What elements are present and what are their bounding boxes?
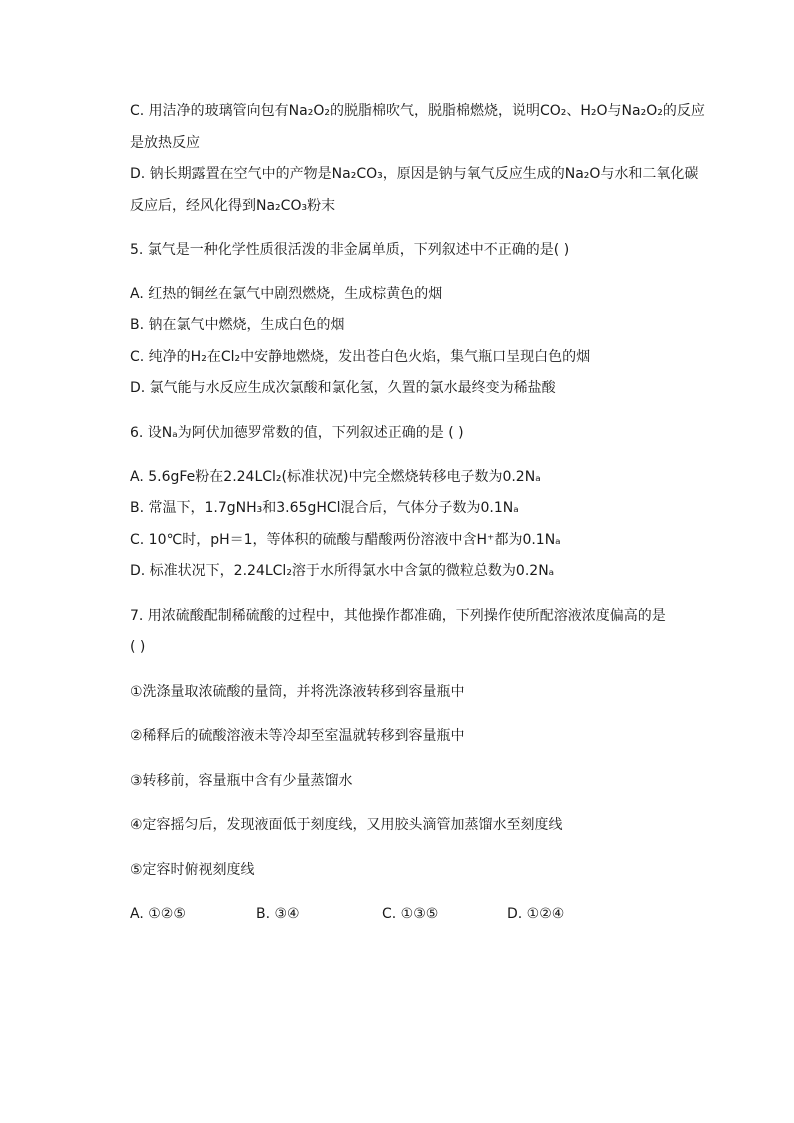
q5-option-b: B. 钠在氯气中燃烧，生成白色的烟 [130,317,345,333]
q6-stem: 6. 设Nₐ为阿伏加德罗常数的值，下列叙述正确的是 ( ) [130,425,464,441]
q4-option-d-line1: D. 钠长期露置在空气中的产物是Na₂CO₃，原因是钠与氧气反应生成的Na₂O与水和二氧化碳 [130,166,699,182]
q4-option-c-line2: 是放热反应 [130,135,200,151]
q4-option-d-line2: 反应后，经风化得到Na₂CO₃粉末 [130,198,336,214]
q7-option-a: A. ①②⑤ [130,906,186,922]
q6-option-d: D. 标准状况下，2.24LCl₂溶于水所得氯水中含氯的微粒总数为0.2Nₐ [130,563,555,579]
q7-stem: 7. 用浓硫酸配制稀硫酸的过程中，其他操作都准确，下列操作使所配溶液浓度偏高的是 [130,608,666,624]
q7-item-1: ①洗涤量取浓硫酸的量筒，并将洗涤液转移到容量瓶中 [130,684,465,700]
q6-option-c: C. 10℃时，pH＝1，等体积的硫酸与醋酸两份溶液中含H⁺都为0.1Nₐ [130,532,561,548]
q4-option-c-line1: C. 用洁净的玻璃管向包有Na₂O₂的脱脂棉吹气，脱脂棉燃烧，说明CO₂、H₂O与Na₂O₂的反应 [130,103,705,119]
q5-option-c: C. 纯净的H₂在Cl₂中安静地燃烧，发出苍白色火焰，集气瓶口呈现白色的烟 [130,349,591,365]
q7-option-c: C. ①③⑤ [382,906,439,922]
q7-options-row [130,904,690,924]
q7-item-4: ④定容摇匀后，发现液面低于刻度线，又用胶头滴管加蒸馏水至刻度线 [130,817,563,833]
q7-stem-paren: ( ) [130,639,146,655]
q7-option-d: D. ①②④ [507,906,565,922]
q5-option-d: D. 氯气能与水反应生成次氯酸和氯化氢，久置的氯水最终变为稀盐酸 [130,380,556,396]
q7-option-b: B. ③④ [256,906,300,922]
q6-option-b: B. 常温下，1.7gNH₃和3.65gHCl混合后，气体分子数为0.1Nₐ [130,500,519,516]
q5-stem: 5. 氯气是一种化学性质很活泼的非金属单质，下列叙述中不正确的是( ) [130,242,570,258]
q7-item-3: ③转移前，容量瓶中含有少量蒸馏水 [130,773,353,789]
q5-option-a: A. 红热的铜丝在氯气中剧烈燃烧，生成棕黄色的烟 [130,286,443,302]
q7-item-5: ⑤定容时俯视刻度线 [130,862,255,878]
q7-item-2: ②稀释后的硫酸溶液未等冷却至室温就转移到容量瓶中 [130,728,465,744]
q6-option-a: A. 5.6gFe粉在2.24LCl₂(标准状况)中完全燃烧转移电子数为0.2Nₐ [130,469,541,485]
